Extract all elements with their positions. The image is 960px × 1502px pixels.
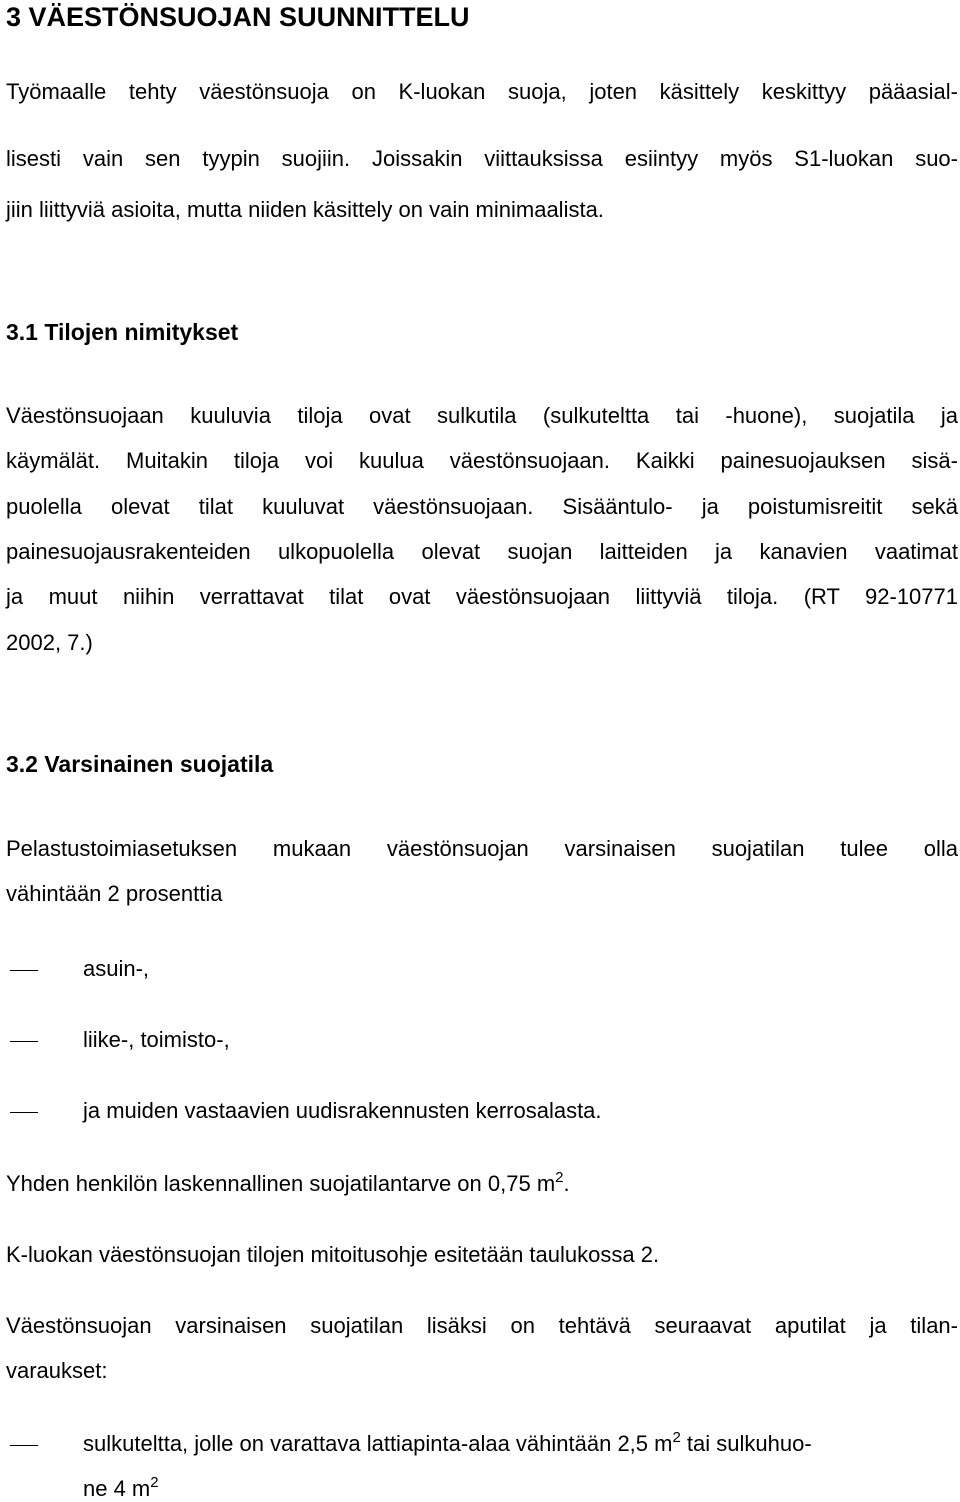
list-item: asuin-, [83, 956, 150, 981]
table-reference: K-luokan väestönsuojan tilojen mitoitusohje esitetään taulukossa 2. [6, 1242, 660, 1267]
extras-item-line-2 [83, 1476, 159, 1502]
section-3-1-line-3: puolella olevat tilat kuuluvat väestönsuojaan. Sisääntulo- ja poistumisreitit sekä [6, 494, 958, 519]
intro-line-2: lisesti vain sen tyypin suojiin. Joissakin viittauksissa esiintyy myös S1-luokan suo- [6, 146, 958, 171]
section-3-1-title: 3.1 Tilojen nimitykset [6, 319, 239, 345]
list-item: liike-, toimisto-, [83, 1027, 230, 1052]
dash-bullet-icon [10, 970, 38, 971]
section-3-2-title: 3.2 Varsinainen suojatila [6, 751, 274, 777]
per-person-end: . [563, 1171, 570, 1196]
per-person-requirement [6, 1171, 570, 1197]
list-item: ja muiden vastaavien uudisrakennusten kerrosalasta. [83, 1098, 602, 1123]
extras-item-end: tai sulkuhuo- [680, 1431, 812, 1456]
extras-intro-line-1: Väestönsuojan varsinaisen suojatilan lisäksi on tehtävä seuraavat aputilat ja tilan- [6, 1313, 958, 1338]
section-3-1-line-5: ja muut niihin verrattavat tilat ovat väestönsuojaan liittyviä tiloja. (RT 92-10771 [6, 584, 958, 609]
section-3-1-line-6: 2002, 7.) [6, 630, 93, 655]
section-3-1-line-4: painesuojausrakenteiden ulkopuolella olevat suojan laitteiden ja kanavien vaatimat [6, 539, 958, 564]
dash-bullet-icon [10, 1112, 38, 1113]
section-3-2-intro-line-2: vähintään 2 prosenttia [6, 881, 223, 906]
intro-line-3: jiin liittyviä asioita, mutta niiden käsittely on vain minimaalista. [6, 197, 604, 222]
section-3-1-line-2: käymälät. Muitakin tiloja voi kuulua väestönsuojaan. Kaikki painesuojauksen sisä- [6, 448, 958, 473]
section-3-2-intro-line-1: Pelastustoimiasetuksen mukaan väestönsuojan varsinaisen suojatilan tulee olla [6, 836, 958, 861]
per-person-sup: 2 [555, 1169, 564, 1186]
per-person-text: Yhden henkilön laskennallinen suojatilantarve on 0,75 m [6, 1171, 556, 1196]
extras-item-line-2-text: ne 4 m [83, 1476, 151, 1501]
dash-bullet-icon [10, 1445, 38, 1446]
section-3-1-line-1: Väestönsuojaan kuuluvia tiloja ovat sulkutila (sulkuteltta tai -huone), suojatila ja [6, 403, 958, 428]
extras-item-line-2-sup: 2 [150, 1474, 159, 1491]
extras-intro-line-2: varaukset: [6, 1358, 108, 1383]
extras-item-text: sulkuteltta, jolle on varattava lattiapinta-alaa vähintään 2,5 m [83, 1431, 673, 1456]
chapter-title: 3 VÄESTÖNSUOJAN SUUNNITTELU [6, 2, 470, 32]
intro-line-1: Työmaalle tehty väestönsuoja on K-luokan suoja, joten käsittely keskittyy pääasial- [6, 79, 958, 104]
dash-bullet-icon [10, 1041, 38, 1042]
extras-item-line-1 [83, 1431, 812, 1457]
extras-item-sup: 2 [672, 1429, 681, 1446]
